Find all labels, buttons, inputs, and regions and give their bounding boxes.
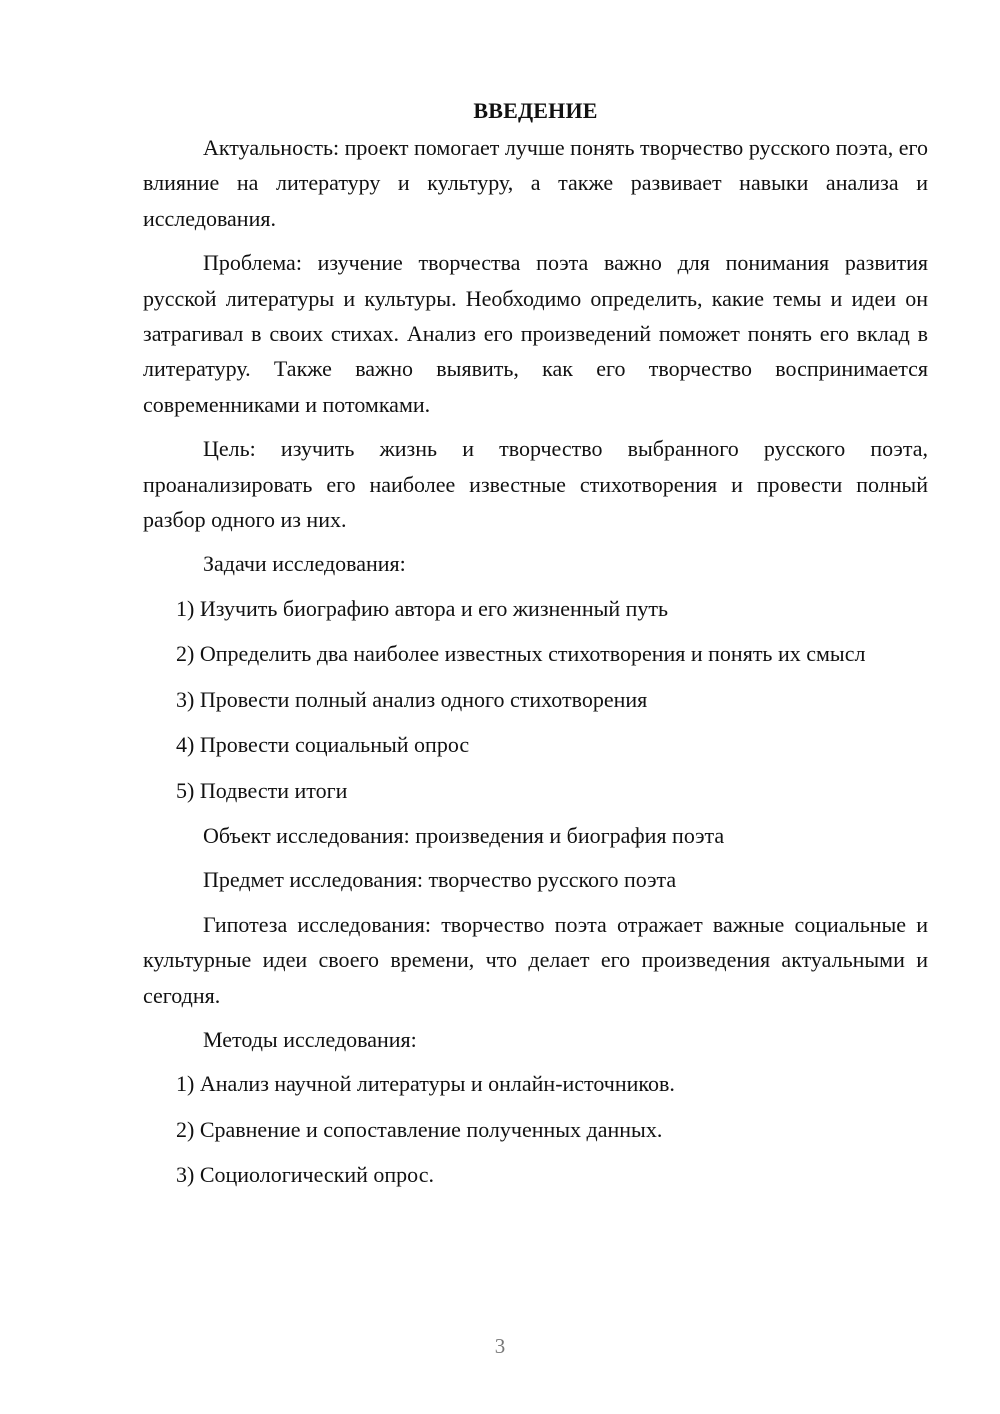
section-title: ВВЕДЕНИЕ — [473, 98, 598, 123]
subject-paragraph: Предмет исследования: творчество русского поэта — [203, 867, 677, 893]
page-content — [143, 96, 928, 1203]
tasks-list — [143, 591, 928, 808]
method-item: 1) Анализ научной литературы и онлайн-источников. — [176, 1071, 675, 1097]
task-item: 3) Провести полный анализ одного стихотворения — [176, 686, 648, 712]
task-item: 5) Подвести итоги — [176, 777, 348, 803]
task-item: 1) Изучить биографию автора и его жизненный путь — [176, 595, 669, 621]
task-item: 4) Провести социальный опрос — [176, 732, 470, 758]
object-paragraph: Объект исследования: произведения и биография поэта — [203, 822, 725, 848]
relevance-paragraph: Актуальность: проект помогает лучше понять творчество русского поэта, его влияние на литературу и культуру, а также развивает навыки анализа и исследования. — [143, 135, 928, 231]
tasks-heading: Задачи исследования: — [203, 551, 406, 577]
problem-paragraph: Проблема: изучение творчества поэта важно для понимания развития русской литературы и культуры. Необходимо определить, какие темы и идеи он затрагивал в своих стихах. Анализ его произведений поможет понять его вклад в литературу. Также важно выявить, как его творчество воспринимается современниками и потомками. — [143, 250, 928, 417]
hypothesis-paragraph: Гипотеза исследования: творчество поэта отражает важные социальные и культурные идеи своего времени, что делает его произведения актуальными и сегодня. — [143, 911, 928, 1008]
page-number: 3 — [494, 1334, 506, 1358]
methods-list — [143, 1066, 928, 1192]
task-item: 2) Определить два наиболее известных стихотворения и понять их смысл — [176, 641, 866, 667]
method-item: 2) Сравнение и сопоставление полученных данных. — [176, 1116, 663, 1142]
goal-paragraph: Цель: изучить жизнь и творчество выбранного русского поэта, проанализировать его наиболее известные стихотворения и провести полный разбор одного из них. — [143, 436, 928, 533]
methods-heading: Методы исследования: — [203, 1026, 417, 1052]
method-item: 3) Социологический опрос. — [176, 1162, 434, 1188]
